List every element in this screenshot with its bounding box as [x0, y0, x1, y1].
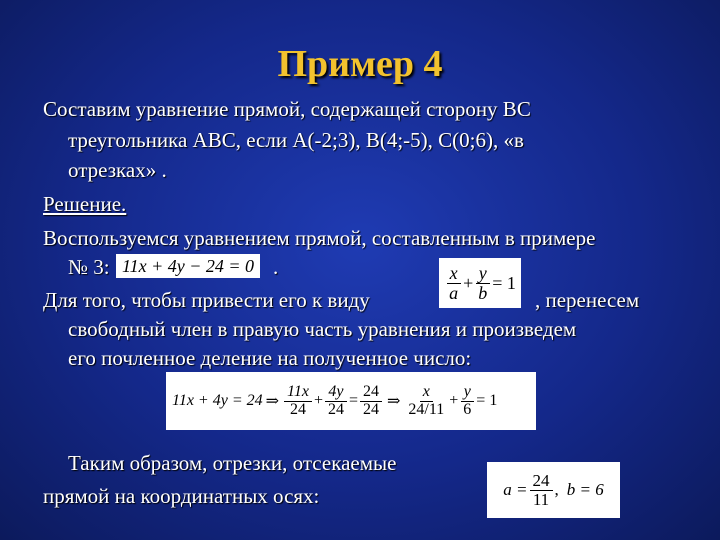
conclusion-line-2: прямой на координатных осях: — [43, 484, 320, 508]
transformation-chain-formula: 11x + 4y = 24 ⇒ $\frac{11x}{24}$ + $\frac{4y}{24}$ = $\frac{24}{24}$ ⇒ $\frac{x}{24/11}$ + $\frac{y}{6}$ = 1 — [166, 372, 536, 430]
fraction-x-over-a: $\frac{x}{a}$ — [446, 264, 461, 303]
implies-arrow: ⇒ — [387, 393, 401, 410]
intercept-form-formula: $\frac{x}{a}$ + $\frac{y}{b}$ = 1 — [439, 258, 521, 308]
problem-line-1: Составим уравнение прямой, содержащей сторону BC — [43, 97, 531, 121]
implies-arrow: ⇒ — [265, 393, 280, 410]
step2-line-2: свободный член в правую часть уравнения и произведем — [68, 317, 577, 341]
intercepts-result-formula: a = $\frac{24}{11}$ , b = 6 — [487, 462, 620, 518]
line-equation-formula — [116, 254, 260, 278]
step2-line-3: его почленное деление на полученное число: — [68, 346, 472, 370]
step2-line-1-suffix: , перенесем — [535, 288, 640, 312]
step2-line-1-prefix: Для того, чтобы привести его к виду — [43, 288, 370, 312]
fraction-y-over-b: $\frac{y}{b}$ — [475, 264, 490, 303]
step1-line-2-prefix: № 3: — [68, 255, 110, 279]
slide-title: Пример 4 — [277, 43, 443, 85]
problem-line-3: отрезках» . — [68, 158, 167, 182]
conclusion-line-1: Таким образом, отрезки, отсекаемые — [68, 451, 397, 475]
step1-line-1: Воспользуемся уравнением прямой, составленным в примере — [43, 226, 596, 250]
problem-line-2: треугольника ABC, если A(-2;3), B(4;-5), C(0;6), «в — [68, 128, 524, 152]
solution-label: Решение. — [43, 192, 127, 216]
step1-line-2-suffix: . — [273, 255, 279, 279]
line-equation-text: 11x + 4y − 24 = 0 — [121, 255, 255, 276]
